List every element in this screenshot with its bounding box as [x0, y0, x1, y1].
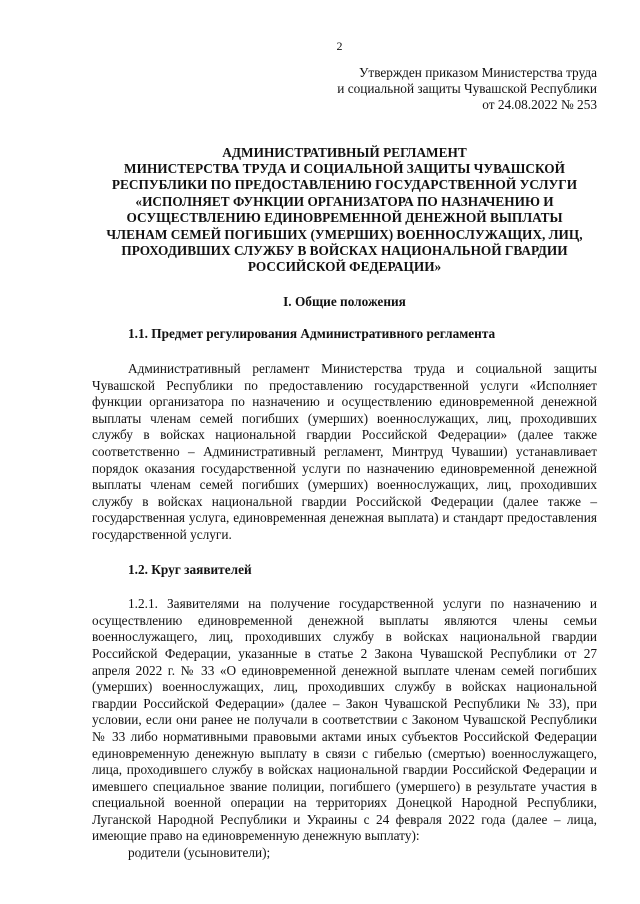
title-line: РОССИЙСКОЙ ФЕДЕРАЦИИ»: [247, 259, 442, 275]
section-heading: I. Общие положения: [283, 293, 406, 309]
approval-line: Утвержден приказом Министерства труда: [358, 64, 597, 80]
page-number: 2: [336, 39, 343, 53]
list-item: родители (усыновители);: [128, 845, 271, 861]
approval-stamp: [92, 65, 597, 113]
title-line: ПРОХОДИВШИХ СЛУЖБУ В ВОЙСКАХ НАЦИОНАЛЬНОЙ ГВАРДИИ: [121, 243, 568, 259]
document-title: [92, 145, 597, 276]
title-line: МИНИСТЕРСТВА ТРУДА И СОЦИАЛЬНОЙ ЗАЩИТЫ ЧУВАШСКОЙ: [124, 161, 565, 176]
title-line: ОСУЩЕСТВЛЕНИЮ ЕДИНОВРЕМЕННОЙ ДЕНЕЖНОЙ ВЫПЛАТЫ: [126, 210, 563, 226]
title-line: АДМИНИСТРАТИВНЫЙ РЕГЛАМЕНТ: [222, 144, 467, 160]
approval-line: и социальной защиты Чувашской Республики: [337, 80, 597, 96]
subsection-heading: 1.1. Предмет регулирования Административного регламента: [128, 326, 496, 342]
subsection-heading: 1.2. Круг заявителей: [128, 561, 252, 577]
title-line: «ИСПОЛНЯЕТ ФУНКЦИИ ОРГАНИЗАТОРА ПО НАЗНАЧЕНИЮ И: [135, 193, 554, 209]
approval-line: от 24.08.2022 № 253: [482, 96, 597, 112]
title-line: ЧЛЕНАМ СЕМЕЙ ПОГИБШИХ (УМЕРШИХ) ВОЕННОСЛУЖАЩИХ, ЛИЦ,: [106, 226, 583, 242]
paragraph: 1.2.1. Заявителями на получение государственной услуги по назначению и осуществлению единовременной денежной выплаты являются члены семьи военнослужащего, лиц, проходивших службу в войсках национальной гвардии Российской Федерации, указанные в статье 2 Закона Чувашской Республики от 27 апреля 2022 г. № 33 «О единовременной денежной выплате членам семей погибших (умерших) военнослужащих, лиц, проходивших службу в войсках национальной гвардии Российской Федерации» (далее – Закон Чувашской Республики № 33), при условии, если они ранее не получали в соответствии с Законом Чувашской Республики № 33 либо нормативными правовыми актами иных субъектов Российской Федерации единовременную денежную выплату в связи с гибелью (смертью) военнослужащего, лица, проходившего службу в войсках национальной гвардии Российской Федерации и имевшего специальное звание полиции, погибшего (умершего) в результате участия в специальной военной операции на территориях Донецкой Народной Республики, Луганской Народной Республики и Украины с 24 февраля 2022 года (далее – лица, имеющие право на единовременную денежную выплату):: [92, 596, 597, 844]
paragraph: Административный регламент Министерства труда и социальной защиты Чувашской Республики по предоставлению государственной услуги «Исполняет функции организатора по назначению и осуществлению единовременной денежной выплаты членам семей погибших (умерших) военнослужащих, лиц, проходивших службу в войсках национальной гвардии Российской Федерации» (далее также соответственно – Административный регламент, Минтруд Чувашии) устанавливает порядок оказания государственной услуги по назначению единовременной денежной выплаты членам семей погибших (умерших) военнослужащих, лиц, проходивших службу в войсках национальной гвардии Российской Федерации (далее также – государственная услуга, единовременная денежная выплата) и стандарт предоставления государственной услуги.: [92, 361, 597, 542]
title-line: РЕСПУБЛИКИ ПО ПРЕДОСТАВЛЕНИЮ ГОСУДАРСТВЕННОЙ УСЛУГИ: [111, 177, 578, 193]
